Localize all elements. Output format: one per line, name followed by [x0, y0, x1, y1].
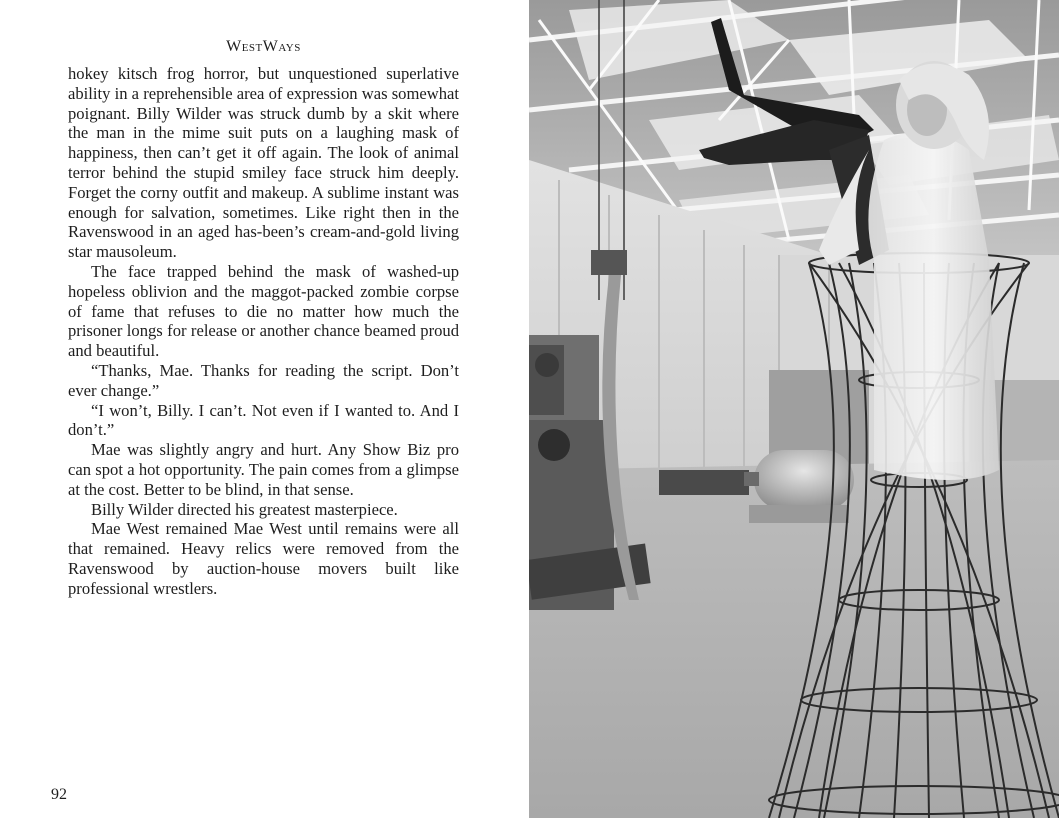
- warehouse-photo: [529, 0, 1059, 818]
- paragraph-2: The face trapped behind the mask of washed-up hopeless oblivion and the maggot-packed zombie corpse of fame that refuses to die no matter how much the prisoner longs for release or another chance beamed proud and beautiful.: [68, 261, 459, 361]
- paragraph-1: hokey kitsch frog horror, but unquestioned superlative ability in a reprehensible area of expression was somewhat poignant. Billy Wilder was struck dumb by a skit where the man in the mime suit puts on a laughing mask of happiness, then can’t get it off again. The look of animal terror behind the stupid smiley face struck him deeply. Forget the corny outfit and makeup. A sublime instant was enough for salvation, sometimes. Like right then in the Ravenswood in an aged has-been’s cream-and-gold living star mausoleum.: [68, 64, 459, 262]
- running-head: WestWays: [226, 38, 301, 55]
- paragraph-5: Mae was slightly angry and hurt. Any Show Biz pro can spot a hot opportunity. The pain comes from a glimpse at the cost. Better to be blind, in that sense.: [68, 440, 459, 499]
- body-text: [68, 64, 459, 599]
- paragraph-7: Mae West remained Mae West until remains were all that remained. Heavy relics were removed from the Ravenswood by auction-house movers built like professional wrestlers.: [68, 519, 459, 598]
- paragraph-3: “Thanks, Mae. Thanks for reading the script. Don’t ever change.”: [68, 360, 459, 400]
- page-number: 92: [51, 786, 67, 803]
- paragraph-4: “I won’t, Billy. I can’t. Not even if I wanted to. And I don’t.”: [68, 400, 459, 440]
- left-page: [0, 0, 529, 818]
- photo-page: [529, 0, 1059, 818]
- paragraph-6: Billy Wilder directed his greatest masterpiece.: [91, 499, 398, 519]
